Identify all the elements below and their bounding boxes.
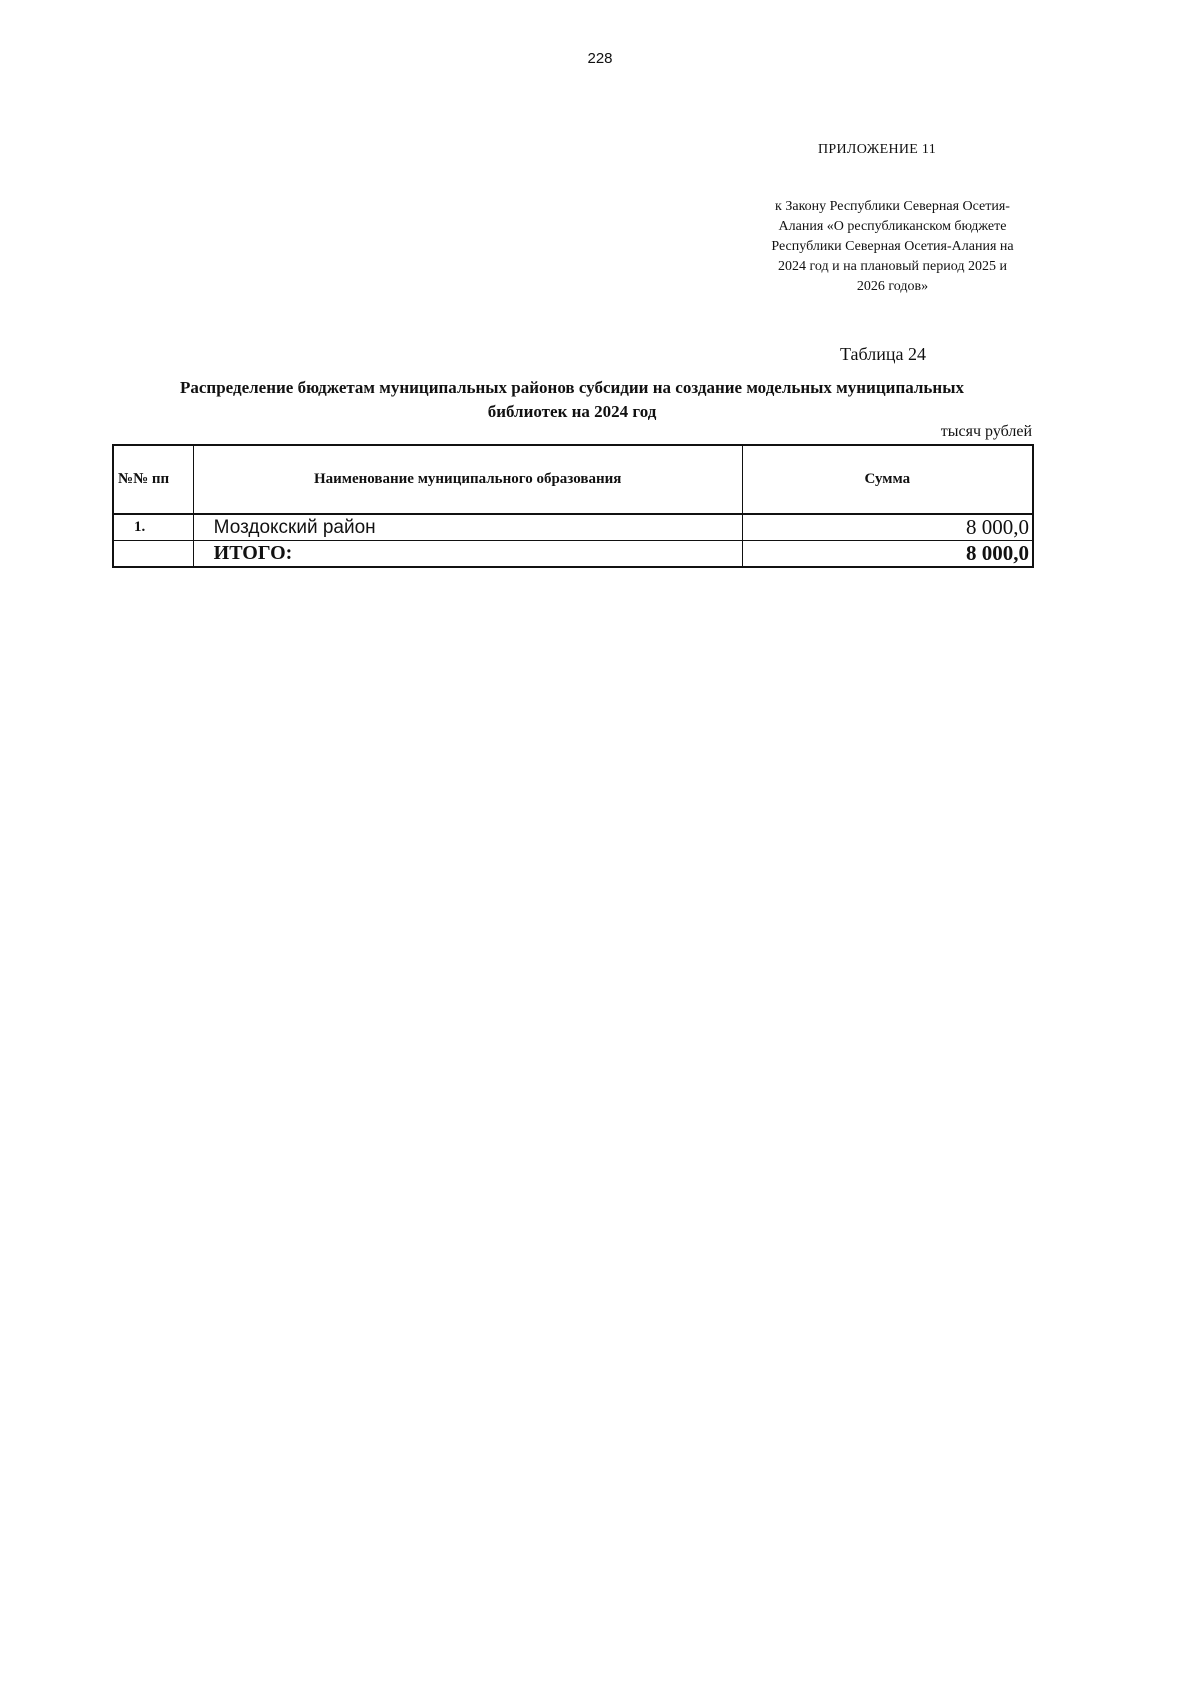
header-name: Наименование муниципального образования bbox=[193, 445, 742, 514]
total-sum: 8 000,0 bbox=[742, 541, 1033, 568]
document-title-line: Распределение бюджетам муниципальных районов субсидии на создание модельных муниципальных bbox=[179, 378, 964, 397]
law-reference-line: 2026 годов» bbox=[856, 279, 929, 294]
table-label: Таблица 24 bbox=[840, 344, 926, 364]
table-header-row bbox=[113, 445, 1033, 514]
page-number: 228 bbox=[587, 50, 613, 67]
law-reference-line: Республики Северная Осетия-Алания на bbox=[771, 239, 1014, 254]
law-reference-line: к Закону Республики Северная Осетия- bbox=[775, 199, 1010, 214]
appendix-title: ПРИЛОЖЕНИЕ 11 bbox=[818, 142, 937, 157]
total-number-cell bbox=[113, 541, 193, 568]
total-row bbox=[113, 541, 1033, 568]
law-reference-line: 2024 год и на плановый период 2025 и bbox=[778, 259, 1007, 274]
document-title-line: библиотек на 2024 год bbox=[487, 402, 657, 421]
total-label: ИТОГО: bbox=[193, 541, 742, 568]
table-row bbox=[113, 514, 1033, 541]
units-label: тысяч рублей bbox=[940, 423, 1032, 440]
budget-table bbox=[112, 444, 1034, 568]
header-number: №№ пп bbox=[113, 445, 193, 514]
document-title bbox=[112, 376, 1032, 424]
header-sum: Сумма bbox=[742, 445, 1033, 514]
row-sum: 8 000,0 bbox=[742, 514, 1033, 541]
row-number: 1. bbox=[113, 514, 193, 541]
row-name: Моздокский район bbox=[193, 514, 742, 541]
law-reference-line: Алания «О республиканском бюджете bbox=[778, 219, 1007, 234]
law-reference bbox=[725, 197, 1060, 297]
